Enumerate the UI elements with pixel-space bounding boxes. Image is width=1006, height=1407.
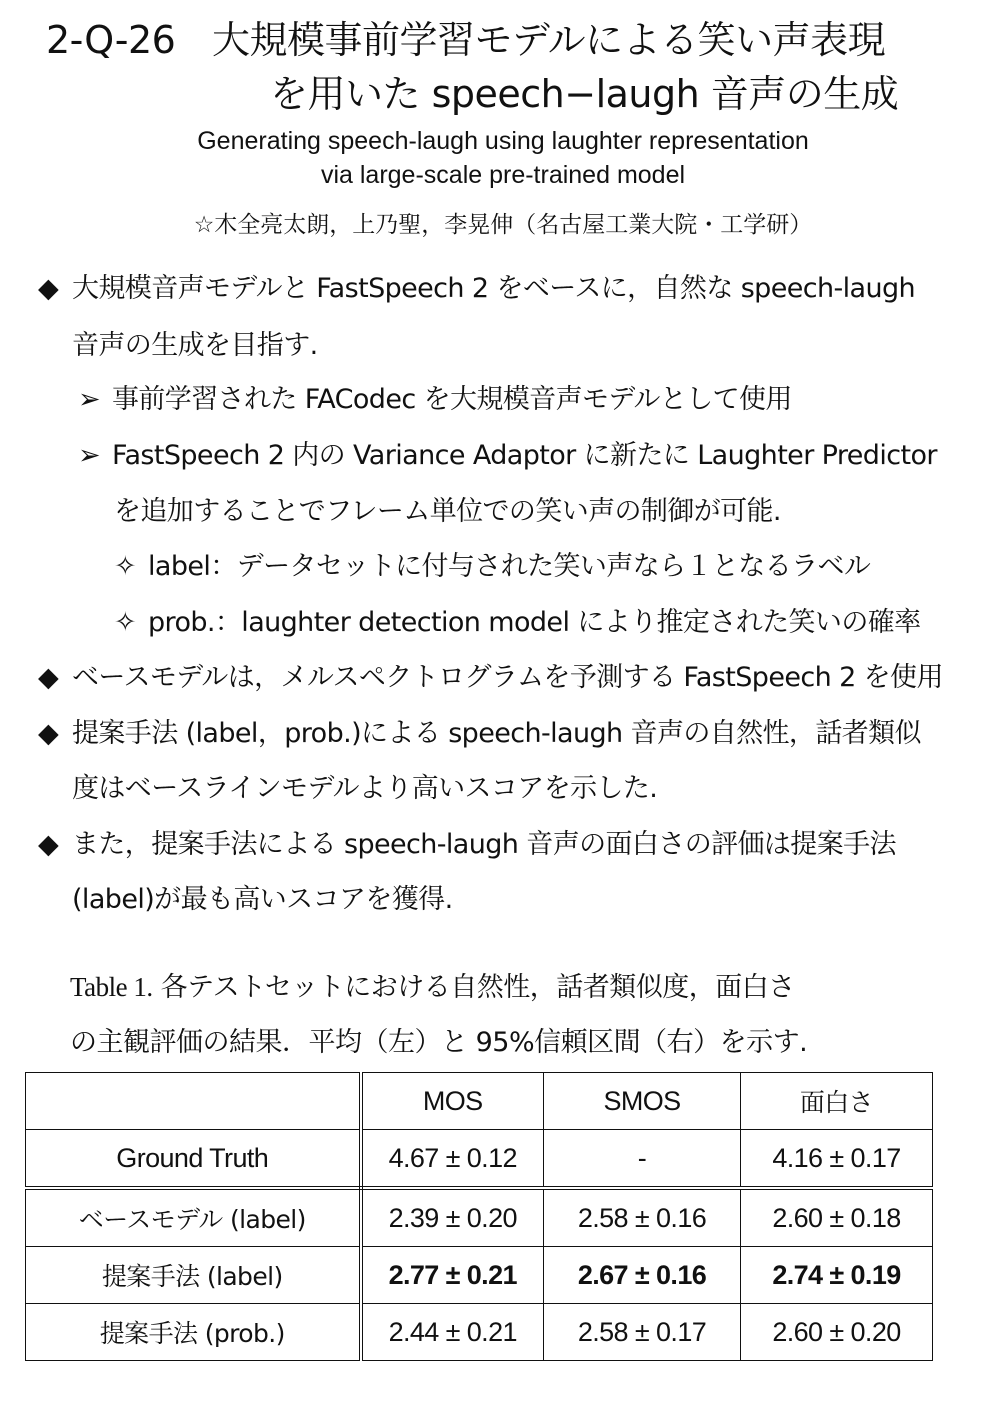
- cell-fun: 2.60 ± 0.20: [741, 1304, 933, 1361]
- header-empty-cell: [26, 1073, 361, 1130]
- title-line-2: を用いた speech−laugh 音声の生成: [270, 72, 899, 116]
- table-row: [26, 1130, 933, 1189]
- subtitle-line-1: Generating speech-laugh using laughter representation: [197, 127, 809, 155]
- paper-id: 2-Q-26: [46, 18, 176, 62]
- sub-bullet-1: [78, 383, 792, 417]
- bullet-2: [38, 661, 943, 695]
- header-fun: 面白さ: [741, 1073, 933, 1130]
- row-name: 提案手法 (prob.): [26, 1304, 361, 1361]
- arrow-bullet-icon: ➢: [78, 440, 101, 471]
- arrow-bullet-icon: ➢: [78, 384, 101, 415]
- sub-sub-bullet-1-text: label：データセットに付与された笑い声なら１となるラベル: [148, 551, 871, 582]
- cell-mos: 4.67 ± 0.12: [361, 1130, 544, 1189]
- table-row: [26, 1304, 933, 1361]
- table-row: [26, 1247, 933, 1304]
- cell-smos: -: [544, 1130, 741, 1189]
- sub-bullet-1-text: 事前学習された FACodec を大規模音声モデルとして使用: [112, 384, 792, 415]
- cell-smos: 2.67 ± 0.16: [544, 1247, 741, 1304]
- cell-fun: 4.16 ± 0.17: [741, 1130, 933, 1189]
- bullet-2-text: ベースモデルは，メルスペクトログラムを予測する FastSpeech 2 を使用: [72, 662, 943, 693]
- cell-mos: 2.39 ± 0.20: [361, 1188, 544, 1247]
- table-caption-text: 各テストセットにおける自然性，話者類似度，面白さ: [152, 972, 795, 1003]
- sub-sub-bullet-1: [114, 550, 870, 584]
- table-caption-line-1: [70, 970, 795, 1005]
- table-caption-line-2: の主観評価の結果．平均（左）と 95%信頼区間（右）を示す.: [70, 1027, 808, 1058]
- bullet-1: [38, 272, 915, 306]
- subtitle-line-2: via large-scale pre-trained model: [320, 161, 686, 189]
- sub-sub-bullet-2: [114, 606, 921, 640]
- bullet-4-cont: (label)が最も高いスコアを獲得.: [72, 884, 453, 915]
- sub-bullet-2-cont: を追加することでフレーム単位での笑い声の制御が可能.: [114, 496, 781, 527]
- bullet-3: [38, 717, 921, 751]
- authors: ☆木全亮太朗，上乃聖，李晃伸（名古屋工業大院・工学研）: [193, 212, 813, 238]
- results-table: [25, 1072, 933, 1361]
- header-smos: SMOS: [544, 1073, 741, 1130]
- diamond-bullet-icon: ◆: [38, 829, 59, 860]
- sub-bullet-2: [78, 439, 937, 473]
- bullet-1-cont: 音声の生成を目指す.: [72, 330, 318, 361]
- row-name: 提案手法 (label): [26, 1247, 361, 1304]
- table-row: [26, 1188, 933, 1247]
- table-header-row: [26, 1073, 933, 1130]
- bullet-3-text: 提案手法 (label，prob.)による speech-laugh 音声の自然性，話者類似: [72, 718, 921, 749]
- star-bullet-icon: ✧: [114, 607, 137, 638]
- diamond-bullet-icon: ◆: [38, 273, 59, 304]
- row-name: Ground Truth: [26, 1130, 361, 1189]
- title-line-1: 大規模事前学習モデルによる笑い声表現: [212, 18, 886, 62]
- cell-smos: 2.58 ± 0.16: [544, 1188, 741, 1247]
- diamond-bullet-icon: ◆: [38, 718, 59, 749]
- cell-mos: 2.44 ± 0.21: [361, 1304, 544, 1361]
- table-caption-label: Table 1.: [70, 972, 153, 1002]
- cell-fun: 2.74 ± 0.19: [741, 1247, 933, 1304]
- sub-bullet-2-text: FastSpeech 2 内の Variance Adaptor に新たに Laughter Predictor: [112, 440, 937, 471]
- bullet-3-cont: 度はベースラインモデルより高いスコアを示した.: [72, 773, 658, 804]
- cell-smos: 2.58 ± 0.17: [544, 1304, 741, 1361]
- sub-sub-bullet-2-text: prob.：laughter detection model により推定された笑いの確率: [148, 607, 921, 638]
- cell-fun: 2.60 ± 0.18: [741, 1188, 933, 1247]
- header-mos: MOS: [361, 1073, 544, 1130]
- row-name: ベースモデル (label): [26, 1188, 361, 1247]
- star-bullet-icon: ✧: [114, 551, 137, 582]
- diamond-bullet-icon: ◆: [38, 662, 59, 693]
- cell-mos: 2.77 ± 0.21: [361, 1247, 544, 1304]
- bullet-4: [38, 828, 896, 862]
- bullet-4-text: また，提案手法による speech-laugh 音声の面白さの評価は提案手法: [72, 829, 896, 860]
- bullet-1-text: 大規模音声モデルと FastSpeech 2 をベースに，自然な speech-laugh: [72, 273, 916, 304]
